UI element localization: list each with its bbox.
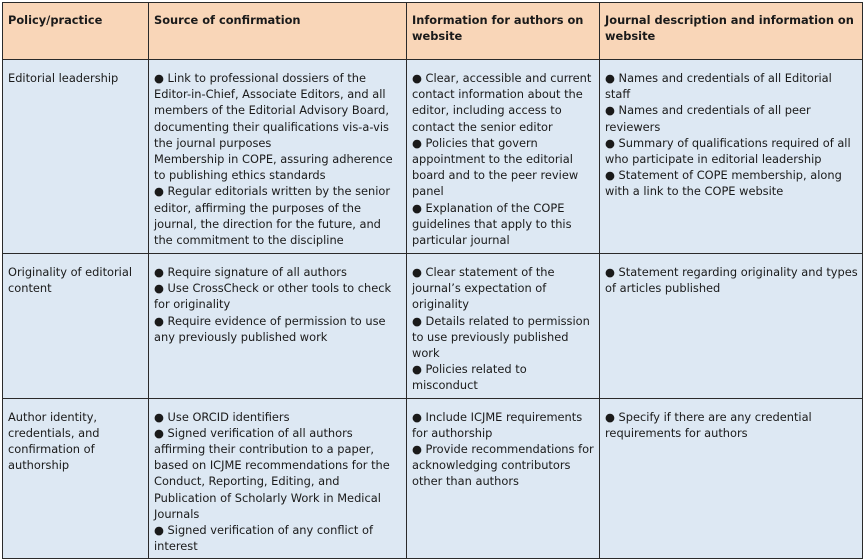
cell-line: ● Include ICJME requirements for authorship bbox=[412, 409, 583, 440]
cell-journal bbox=[600, 254, 863, 399]
cell-line: ● Specify if there are any credential requirements for authors bbox=[605, 409, 812, 440]
cell-source bbox=[149, 398, 407, 559]
header-journal-description: Journal description and information on website bbox=[600, 3, 863, 60]
cell-policy: Author identity, credentials, and confirmation of authorship bbox=[3, 398, 149, 559]
cell-line: ● Policies that govern appointment to the editorial board and to the peer review panel bbox=[412, 135, 579, 199]
cell-policy: Editorial leadership bbox=[3, 60, 149, 254]
cell-line: ● Provide recommendations for acknowledging contributors other than authors bbox=[412, 442, 594, 489]
header-policy-practice: Policy/practice bbox=[3, 3, 149, 60]
header-information-for-authors: Information for authors on website bbox=[407, 3, 600, 60]
cell-line: ● Statement of COPE membership, along with a link to the COPE website bbox=[605, 168, 842, 199]
cell-line: ● Names and credentials of all peer reviewers bbox=[605, 103, 811, 134]
cell-line: ● Summary of qualifications required of all who participate in editorial leadership bbox=[605, 135, 851, 167]
cell-authors bbox=[407, 60, 600, 254]
cell-line: ● Names and credentials of all Editorial staff bbox=[605, 71, 832, 102]
table-row bbox=[3, 398, 863, 559]
table-row bbox=[3, 254, 863, 399]
cell-line: ● Link to professional dossiers of the Editor-in-Chief, Associate Editors, and all members of the Editorial Advisory Board, documenting their qualifications vis-a-vis the journal purposes bbox=[154, 71, 390, 150]
cell-line: ● Regular editorials written by the senior editor, affirming the purposes of the journal, the direction for the future, and the commitment to the discipline bbox=[154, 184, 391, 248]
header-source-of-confirmation: Source of confirmation bbox=[149, 3, 407, 60]
cell-line: ● Signed verification of all authors affirming their contribution to a paper, based on ICJME recommendations for the Conduct, Reporting, Editing, and Publication of Scholarly Work in Medical Journals bbox=[154, 425, 390, 521]
policy-table bbox=[2, 2, 863, 559]
cell-line: ● Explanation of the COPE guidelines that apply to this particular journal bbox=[412, 200, 572, 248]
cell-line: ● Signed verification of any conflict of interest bbox=[154, 523, 373, 554]
cell-authors bbox=[407, 254, 600, 399]
cell-line: ● Require signature of all authors bbox=[154, 265, 347, 279]
cell-line: ● Policies related to misconduct bbox=[412, 362, 527, 393]
cell-line: ● Statement regarding originality and types of articles published bbox=[605, 265, 858, 296]
cell-journal bbox=[600, 398, 863, 559]
cell-line: ● Clear statement of the journal’s expectation of originality bbox=[412, 265, 555, 312]
cell-line: ● Use ORCID identifiers bbox=[154, 409, 290, 424]
cell-source bbox=[149, 254, 407, 399]
table-header-row bbox=[3, 3, 863, 60]
cell-line: ● Details related to permission to use previously published work bbox=[412, 313, 590, 361]
cell-policy: Originality of editorial content bbox=[3, 254, 149, 399]
cell-line: Membership in COPE, assuring adherence to publishing ethics standards bbox=[154, 152, 393, 183]
cell-line: ● Use CrossCheck or other tools to check for originality bbox=[154, 281, 392, 312]
cell-journal bbox=[600, 60, 863, 254]
cell-source bbox=[149, 60, 407, 254]
cell-line: ● Require evidence of permission to use any previously published work bbox=[154, 313, 386, 344]
cell-line: ● Clear, accessible and current contact information about the editor, including access to contact the senior editor bbox=[412, 71, 592, 134]
cell-authors bbox=[407, 398, 600, 559]
table-row bbox=[3, 60, 863, 254]
